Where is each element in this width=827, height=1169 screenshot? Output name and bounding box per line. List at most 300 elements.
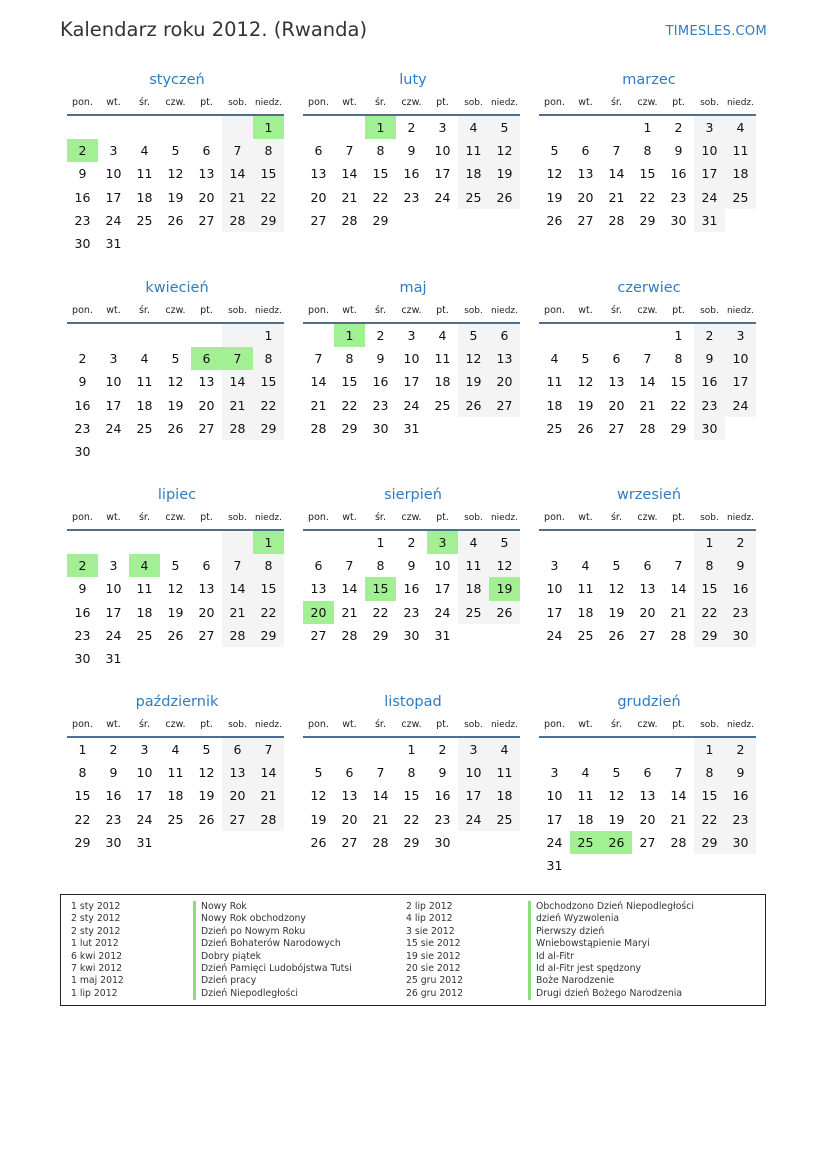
day-cell: 12 (167, 581, 184, 597)
empty-day-cell (98, 324, 129, 347)
day-cell: 24 (105, 627, 122, 643)
legend-marker (528, 913, 531, 925)
weekday-header: sob. (222, 716, 253, 738)
day-cell: 23 (372, 397, 389, 413)
weekday-header: wt. (98, 716, 129, 738)
legend-holiday-name: Drugi dzień Bożego Narodzenia (536, 987, 683, 999)
legend-date: 15 sie 2012 (406, 938, 461, 950)
day-cell: 1 (407, 742, 416, 757)
holiday-day-cell: 1 (253, 116, 284, 139)
empty-day-cell (334, 738, 365, 761)
empty-day-cell (67, 324, 98, 347)
empty-day-cell (632, 531, 663, 554)
weekend-day-cell: 26 (458, 394, 489, 417)
legend-marker (528, 926, 531, 938)
day-cell: 17 (105, 604, 122, 620)
weekend-day-cell: 23 (725, 808, 756, 831)
legend-row (406, 938, 694, 950)
day-cell: 27 (639, 627, 656, 643)
legend-row (406, 988, 694, 1000)
legend-date: 1 lip 2012 (71, 987, 118, 999)
holiday-day-cell: 7 (222, 347, 253, 370)
day-cell: 7 (314, 351, 323, 367)
day-cell: 23 (403, 189, 420, 205)
day-cell: 9 (674, 143, 683, 159)
day-cell: 19 (546, 189, 563, 205)
day-cell: 18 (136, 604, 153, 620)
day-cell: 29 (403, 834, 420, 850)
holiday-day-cell: 20 (303, 601, 334, 624)
day-cell: 24 (403, 397, 420, 413)
empty-day-cell (67, 531, 98, 554)
day-cell: 20 (608, 397, 625, 413)
legend-marker (193, 975, 196, 987)
weekend-day-cell: 18 (458, 577, 489, 600)
day-cell: 7 (345, 143, 354, 159)
month-name: grudzień (617, 694, 681, 710)
empty-day-cell (663, 738, 694, 761)
legend-marker (193, 913, 196, 925)
day-cell: 26 (608, 627, 625, 643)
day-cell: 30 (74, 443, 91, 459)
weekday-header: pt. (191, 716, 222, 738)
weekday-header: niedz. (725, 302, 756, 324)
weekend-day-cell: 22 (694, 601, 725, 624)
empty-day-cell (539, 531, 570, 554)
day-cell: 27 (198, 212, 215, 228)
weekend-day-cell: 5 (489, 531, 520, 554)
weekend-day-cell: 12 (489, 554, 520, 577)
day-cell: 25 (434, 397, 451, 413)
day-cell: 10 (434, 143, 451, 159)
day-cell: 25 (136, 212, 153, 228)
day-cell: 5 (171, 351, 180, 367)
weekday-header: niedz. (253, 716, 284, 738)
day-cell: 18 (136, 189, 153, 205)
legend-date: 1 maj 2012 (71, 975, 124, 987)
month-name: maj (399, 280, 427, 296)
legend-holiday-name: Dzień Bohaterów Narodowych (201, 938, 341, 950)
weekend-day-cell: 27 (222, 808, 253, 831)
legend-date: 19 sie 2012 (406, 950, 461, 962)
legend-row (406, 901, 694, 913)
weekday-header: czw. (632, 302, 663, 324)
weekend-day-cell: 14 (222, 577, 253, 600)
weekday-header: pon. (67, 302, 98, 324)
month-name: sierpień (384, 487, 442, 503)
day-cell: 5 (314, 765, 323, 781)
weekend-day-cell: 14 (222, 370, 253, 393)
day-cell: 22 (74, 811, 91, 827)
month-grid (539, 302, 756, 440)
day-cell: 21 (670, 604, 687, 620)
day-cell: 22 (372, 189, 389, 205)
holiday-day-cell: 26 (601, 831, 632, 854)
weekend-day-cell: 14 (253, 761, 284, 784)
legend-row (406, 926, 694, 938)
legend-date: 20 sie 2012 (406, 962, 461, 974)
month-name: kwiecień (145, 280, 209, 296)
weekday-header: śr. (365, 302, 396, 324)
day-cell: 2 (407, 120, 416, 135)
weekend-day-cell: 26 (489, 186, 520, 209)
day-cell: 27 (341, 834, 358, 850)
month-grid (303, 509, 520, 647)
day-cell: 29 (74, 834, 91, 850)
weekday-header: pt. (427, 302, 458, 324)
day-cell: 3 (109, 143, 118, 159)
empty-day-cell (601, 531, 632, 554)
day-cell: 17 (434, 166, 451, 182)
legend-marker (193, 951, 196, 963)
day-cell: 12 (546, 166, 563, 182)
weekday-header: pon. (539, 716, 570, 738)
day-cell: 15 (403, 788, 420, 804)
day-cell: 28 (372, 834, 389, 850)
day-cell: 21 (341, 604, 358, 620)
empty-day-cell (303, 324, 334, 347)
day-cell: 6 (202, 558, 211, 574)
weekday-header: niedz. (489, 302, 520, 324)
empty-day-cell (160, 116, 191, 139)
day-cell: 16 (74, 189, 91, 205)
day-cell: 12 (310, 788, 327, 804)
legend-date: 7 kwi 2012 (71, 962, 123, 974)
day-cell: 20 (198, 189, 215, 205)
weekend-day-cell: 13 (222, 761, 253, 784)
day-cell: 16 (372, 374, 389, 390)
day-cell: 4 (140, 143, 149, 159)
day-cell: 30 (74, 235, 91, 251)
day-cell: 21 (341, 189, 358, 205)
holiday-day-cell: 6 (191, 347, 222, 370)
day-cell: 5 (612, 558, 621, 574)
day-cell: 27 (577, 212, 594, 228)
weekday-header: śr. (601, 94, 632, 116)
day-cell: 2 (109, 742, 118, 757)
weekend-day-cell: 13 (489, 347, 520, 370)
weekday-header: sob. (694, 716, 725, 738)
weekend-day-cell: 24 (694, 186, 725, 209)
weekday-header: pon. (67, 94, 98, 116)
weekday-header: niedz. (725, 509, 756, 531)
weekend-day-cell: 29 (253, 417, 284, 440)
weekday-header: niedz. (253, 509, 284, 531)
day-cell: 8 (376, 558, 385, 574)
empty-day-cell (570, 738, 601, 761)
weekend-day-cell: 17 (694, 162, 725, 185)
weekday-header: sob. (458, 302, 489, 324)
legend-row (71, 938, 352, 950)
day-cell: 23 (74, 420, 91, 436)
weekend-day-cell: 18 (458, 162, 489, 185)
day-cell: 13 (198, 374, 215, 390)
weekend-day-cell: 4 (458, 531, 489, 554)
day-cell: 29 (341, 420, 358, 436)
weekday-header: wt. (334, 509, 365, 531)
weekday-header: śr. (129, 509, 160, 531)
day-cell: 10 (105, 374, 122, 390)
day-cell: 3 (550, 558, 559, 574)
day-cell: 1 (78, 742, 87, 757)
weekend-day-cell: 11 (489, 761, 520, 784)
day-cell: 18 (577, 604, 594, 620)
day-cell: 6 (314, 558, 323, 574)
day-cell: 23 (105, 811, 122, 827)
weekend-day-cell: 6 (489, 324, 520, 347)
day-cell: 26 (198, 811, 215, 827)
weekday-header: czw. (160, 716, 191, 738)
day-cell: 27 (198, 627, 215, 643)
weekday-header: pon. (303, 716, 334, 738)
weekend-day-cell: 21 (253, 784, 284, 807)
weekend-day-cell: 7 (222, 554, 253, 577)
legend-row (71, 988, 352, 1000)
weekday-header: czw. (160, 509, 191, 531)
weekday-header: czw. (396, 509, 427, 531)
day-cell: 6 (643, 558, 652, 574)
day-cell: 16 (434, 788, 451, 804)
day-cell: 28 (341, 212, 358, 228)
day-cell: 16 (403, 581, 420, 597)
day-cell: 21 (372, 811, 389, 827)
day-cell: 31 (403, 420, 420, 436)
day-cell: 19 (310, 811, 327, 827)
month-grid (67, 302, 284, 463)
day-cell: 20 (198, 604, 215, 620)
legend-date: 4 lip 2012 (406, 913, 453, 925)
day-cell: 8 (78, 765, 87, 781)
legend-holiday-name: Nowy Rok obchodzony (201, 913, 306, 925)
legend-marker (528, 951, 531, 963)
day-cell: 21 (608, 189, 625, 205)
weekend-day-cell: 9 (694, 347, 725, 370)
weekday-header: czw. (396, 94, 427, 116)
day-cell: 28 (608, 212, 625, 228)
weekend-day-cell: 22 (253, 394, 284, 417)
day-cell: 5 (171, 558, 180, 574)
day-cell: 2 (674, 120, 683, 135)
weekend-day-cell: 18 (725, 162, 756, 185)
month-calendar (539, 485, 759, 647)
day-cell: 4 (438, 328, 447, 343)
weekend-day-cell: 24 (725, 394, 756, 417)
day-cell: 26 (310, 834, 327, 850)
weekend-day-cell: 8 (694, 554, 725, 577)
empty-day-cell (570, 324, 601, 347)
legend-marker (193, 938, 196, 950)
month-calendar (67, 692, 287, 854)
weekend-day-cell: 15 (694, 577, 725, 600)
day-cell: 17 (105, 189, 122, 205)
day-cell: 24 (434, 189, 451, 205)
day-cell: 22 (372, 604, 389, 620)
day-cell: 27 (310, 212, 327, 228)
legend-row (406, 975, 694, 987)
weekday-header: pt. (663, 302, 694, 324)
weekday-header: pon. (67, 716, 98, 738)
day-cell: 14 (670, 581, 687, 597)
legend-holiday-name: Wniebowstąpienie Maryi (536, 938, 650, 950)
weekday-header: sob. (222, 94, 253, 116)
legend-date: 1 sty 2012 (71, 901, 121, 912)
day-cell: 28 (341, 627, 358, 643)
weekday-header: czw. (160, 302, 191, 324)
day-cell: 20 (577, 189, 594, 205)
day-cell: 29 (372, 212, 389, 228)
day-cell: 28 (310, 420, 327, 436)
day-cell: 2 (407, 535, 416, 550)
day-cell: 19 (608, 604, 625, 620)
weekday-header: wt. (570, 509, 601, 531)
day-cell: 12 (608, 581, 625, 597)
day-cell: 23 (74, 627, 91, 643)
legend-holiday-name: Dzień pracy (201, 975, 257, 987)
empty-day-cell (98, 116, 129, 139)
day-cell: 11 (577, 581, 594, 597)
day-cell: 31 (136, 834, 153, 850)
legend-marker (193, 988, 196, 1000)
weekday-header: śr. (601, 509, 632, 531)
legend-holiday-name: Dzień po Nowym Roku (201, 925, 306, 937)
legend-holiday-name: Dzień Niepodległości (201, 987, 299, 999)
weekend-day-cell: 29 (694, 831, 725, 854)
day-cell: 21 (639, 397, 656, 413)
day-cell: 11 (167, 765, 184, 781)
weekend-day-cell: 2 (725, 531, 756, 554)
weekend-day-cell: 23 (725, 601, 756, 624)
day-cell: 2 (78, 351, 87, 367)
empty-day-cell (601, 324, 632, 347)
day-cell: 23 (74, 212, 91, 228)
empty-day-cell (129, 324, 160, 347)
weekend-day-cell: 16 (725, 784, 756, 807)
day-cell: 18 (434, 374, 451, 390)
day-cell: 14 (639, 374, 656, 390)
empty-day-cell (303, 116, 334, 139)
weekend-day-cell: 9 (725, 554, 756, 577)
day-cell: 12 (577, 374, 594, 390)
day-cell: 3 (438, 120, 447, 135)
day-cell: 15 (639, 166, 656, 182)
legend-column-right (406, 901, 694, 1000)
month-calendar (539, 70, 759, 232)
weekday-header: sob. (458, 509, 489, 531)
brand-link[interactable]: TIMESLES.COM (665, 24, 767, 39)
weekday-header: wt. (570, 94, 601, 116)
weekend-day-cell: 8 (694, 761, 725, 784)
day-cell: 28 (670, 834, 687, 850)
legend-holiday-name: Id al-Fitr (536, 950, 574, 962)
month-grid (303, 716, 520, 854)
legend-date: 1 lut 2012 (71, 938, 119, 950)
legend-holiday-name: Pierwszy dzień (536, 925, 605, 937)
day-cell: 1 (674, 328, 683, 343)
weekend-day-cell: 2 (694, 324, 725, 347)
holiday-legend (60, 894, 766, 1006)
legend-date: 25 gru 2012 (406, 975, 464, 987)
weekday-header: czw. (160, 94, 191, 116)
day-cell: 7 (674, 765, 683, 781)
month-name: lipiec (157, 487, 197, 503)
legend-marker (528, 963, 531, 975)
day-cell: 17 (403, 374, 420, 390)
empty-day-cell (160, 531, 191, 554)
empty-day-cell (539, 116, 570, 139)
day-cell: 1 (643, 120, 652, 135)
day-cell: 11 (136, 166, 153, 182)
weekend-day-cell: 30 (725, 831, 756, 854)
weekend-day-cell: 29 (253, 209, 284, 232)
empty-day-cell (98, 531, 129, 554)
weekday-header: pt. (427, 509, 458, 531)
month-grid (539, 509, 756, 647)
day-cell: 17 (136, 788, 153, 804)
day-cell: 8 (407, 765, 416, 781)
day-cell: 25 (136, 627, 153, 643)
day-cell: 19 (167, 189, 184, 205)
holiday-day-cell: 1 (253, 531, 284, 554)
weekday-header: śr. (129, 94, 160, 116)
day-cell: 13 (577, 166, 594, 182)
month-calendar (67, 278, 287, 463)
month-grid (303, 302, 520, 440)
legend-column-left (71, 901, 352, 1000)
month-name: marzec (622, 72, 676, 88)
weekend-day-cell: 12 (489, 139, 520, 162)
empty-day-cell (632, 324, 663, 347)
empty-day-cell (191, 324, 222, 347)
legend-row (71, 901, 352, 913)
weekend-day-cell: 25 (458, 601, 489, 624)
empty-day-cell (334, 531, 365, 554)
weekend-day-cell: 8 (253, 554, 284, 577)
day-cell: 28 (670, 627, 687, 643)
day-cell: 18 (546, 397, 563, 413)
day-cell: 30 (434, 834, 451, 850)
empty-day-cell (222, 324, 253, 347)
month-grid (67, 716, 284, 854)
legend-marker (193, 926, 196, 938)
day-cell: 26 (167, 420, 184, 436)
weekend-day-cell: 29 (694, 624, 725, 647)
holiday-day-cell: 3 (427, 531, 458, 554)
empty-day-cell (129, 531, 160, 554)
weekday-header: wt. (334, 94, 365, 116)
day-cell: 26 (167, 627, 184, 643)
day-cell: 31 (105, 235, 122, 251)
weekend-day-cell: 4 (725, 116, 756, 139)
weekend-day-cell: 25 (489, 808, 520, 831)
day-cell: 5 (202, 742, 211, 757)
day-cell: 11 (136, 581, 153, 597)
day-cell: 3 (109, 558, 118, 574)
legend-holiday-name: Dobry piątek (201, 950, 261, 962)
month-calendar (303, 692, 523, 854)
weekend-day-cell: 10 (458, 761, 489, 784)
day-cell: 10 (105, 166, 122, 182)
day-cell: 1 (376, 535, 385, 550)
weekend-day-cell: 15 (253, 370, 284, 393)
weekend-day-cell: 3 (725, 324, 756, 347)
holiday-day-cell: 2 (67, 139, 98, 162)
weekend-day-cell: 20 (222, 784, 253, 807)
month-name: styczeń (149, 72, 205, 88)
day-cell: 6 (314, 143, 323, 159)
weekday-header: śr. (601, 302, 632, 324)
weekday-header: czw. (632, 94, 663, 116)
day-cell: 24 (546, 834, 563, 850)
